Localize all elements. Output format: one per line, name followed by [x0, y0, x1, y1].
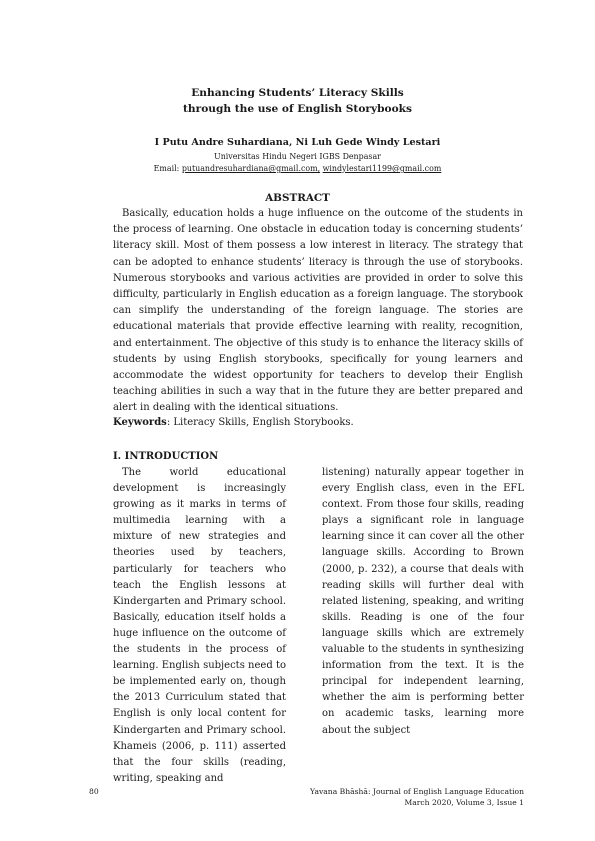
email-link-2[interactable]: windylestari1199@gmail.com	[322, 164, 442, 173]
keywords-label: Keywords	[113, 417, 167, 428]
journal-footer	[310, 786, 524, 808]
abstract-text: Basically, education holds a huge influence on the outcome of the students in the process of learning. One obstacle in education today is concerning students’ literacy skill. Most of them possess a low interest in literacy. The strategy that can be adopted to enhance students’ literacy is through the use of storybooks. Numerous storybooks and various activities are provided in order to solve this difficulty, particularly in English education as a foreign language. The storybook can simplify the understanding of the foreign language. The stories are educational materials that provide effective learning with reality, recognition, and entertainment. The objective of this study is to enhance the literacy skills of students by using English storybooks, specifically for young learners and accommodate the widest opportunity for teachers to develop their English teaching abilities in such a way that in the future they are better prepared and alert in dealing with the identical situations.	[113, 208, 523, 414]
paper-title-line2: through the use of English Storybooks	[183, 103, 412, 115]
abstract-heading: ABSTRACT	[265, 192, 330, 204]
page-number: 80	[89, 787, 99, 796]
email-line	[0, 163, 595, 174]
paper-title-line1: Enhancing Students’ Literacy Skills	[191, 87, 404, 99]
email-link-1[interactable]: putuandresuhardiana@gmail.com,	[181, 164, 321, 173]
email-label: Email:	[153, 164, 182, 173]
introduction-heading: I. INTRODUCTION	[113, 451, 219, 462]
journal-issue: March 2020, Volume 3, Issue 1	[404, 798, 524, 807]
journal-name: Yavana Bhāshā: Journal of English Language Education	[310, 787, 524, 796]
introduction-left-column: The world educational development is increasingly growing as it marks in terms of multimedia learning with a mixture of new strategies and theories used by teachers, particularly for teachers who teach the English lessons at Kindergarten and Primary school. Basically, education itself holds a huge influence on the outcome of the students in the process of learning. English subjects need to be implemented early on, though the 2013 Curriculum stated that English is only local content for Kindergarten and Primary school. Khameis (2006, p. 111) asserted that the four skills (reading, writing, speaking and	[113, 467, 286, 784]
keywords-text: : Literacy Skills, English Storybooks.	[166, 417, 354, 428]
introduction-right-column: listening) naturally appear together in every English class, even in the EFL context. From those four skills, reading plays a significant role in language learning since it can cover all the other language skills. According to Brown (2000, p. 232), a course that deals with reading skills will further deal with related listening, speaking, and writing skills. Reading is one of the four language skills which are extremely valuable to the students in synthesizing information from the text. It is the principal for independent learning, whether the aim is performing better on academic tasks, learning more about the subject	[322, 467, 524, 736]
affiliation: Universitas Hindu Negeri IGBS Denpasar	[214, 152, 381, 161]
keywords-line	[113, 416, 523, 430]
author-names: I Putu Andre Suhardiana, Ni Luh Gede Windy Lestari	[154, 137, 441, 148]
